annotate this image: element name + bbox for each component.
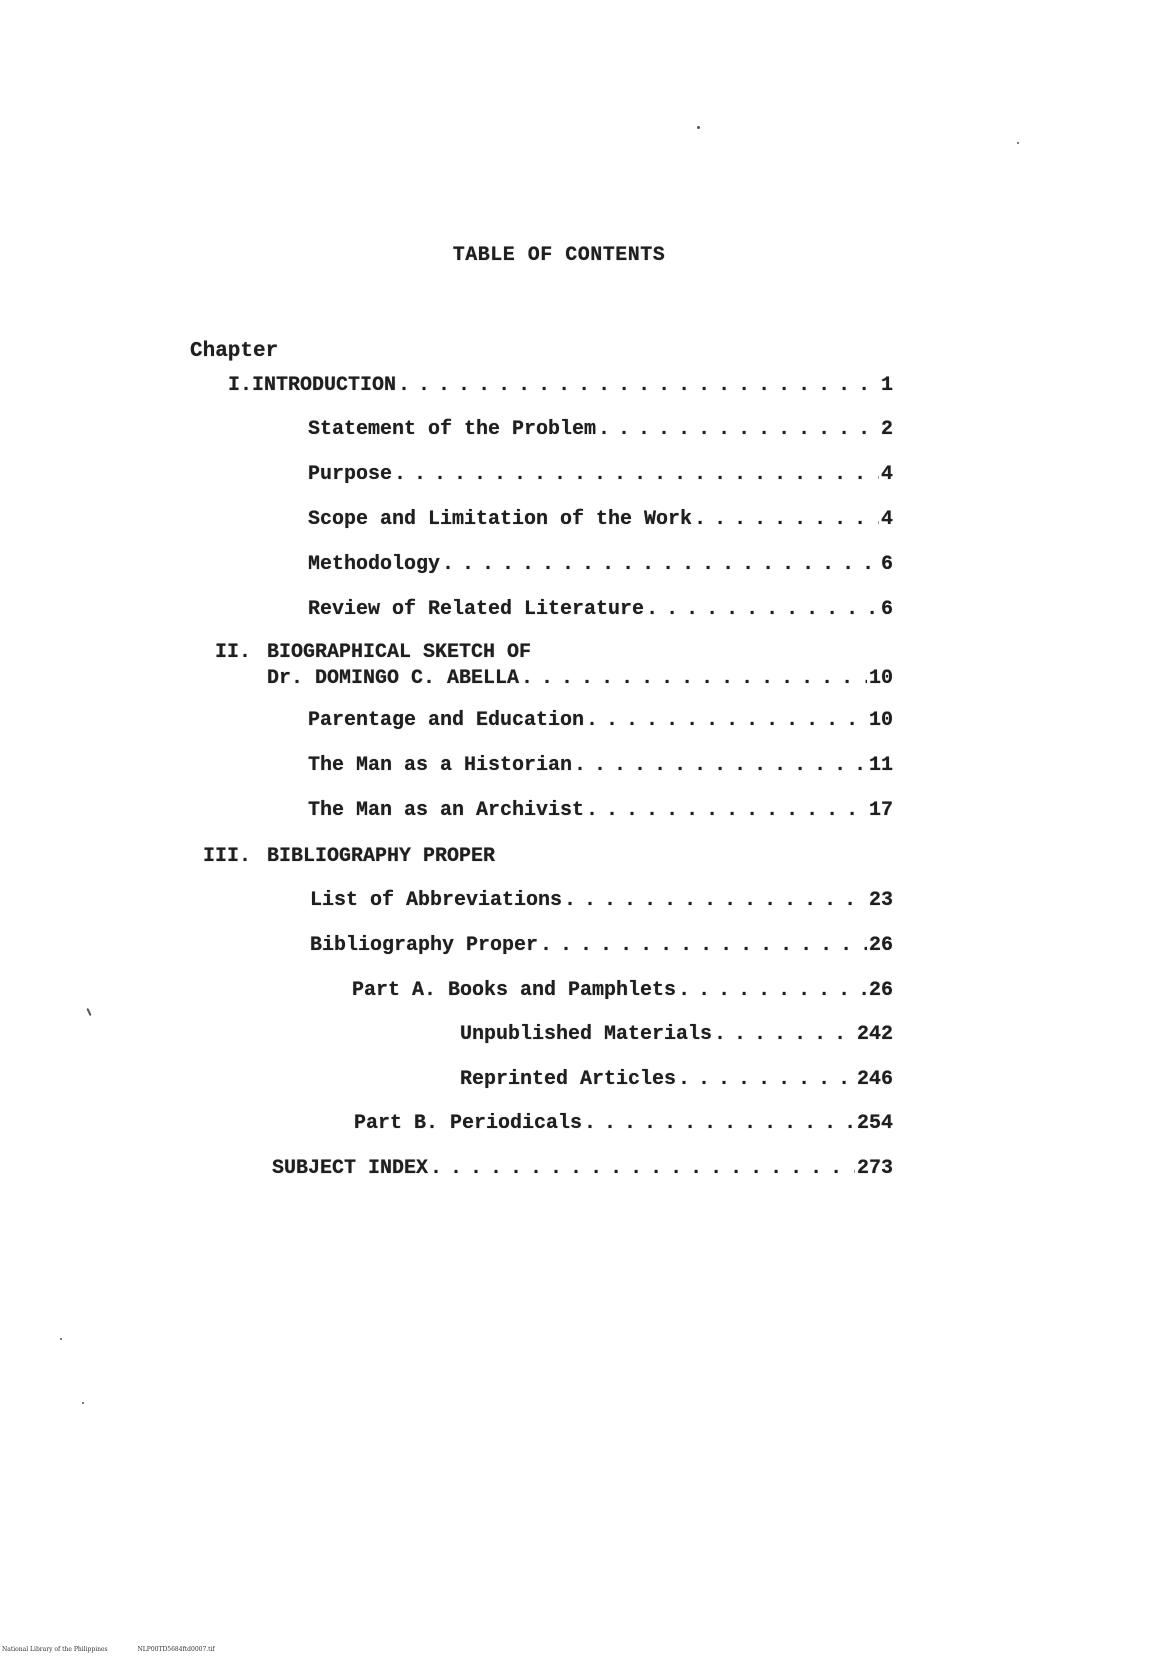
entry-label: Methodology xyxy=(308,553,441,576)
entry-page: 242 xyxy=(856,1023,893,1046)
dot-leader xyxy=(540,934,867,958)
scan-speck xyxy=(697,126,700,129)
toc-entry-subject-index xyxy=(272,1157,893,1181)
entry-page: 23 xyxy=(868,889,893,912)
toc-entry-review xyxy=(308,598,893,622)
footer-library: National Library of the Philippines xyxy=(2,1646,108,1653)
toc-entry-biographical-sketch xyxy=(215,640,893,692)
entry-label-line2: Dr. DOMINGO C. ABELLA xyxy=(267,667,520,690)
scan-mark xyxy=(86,1008,91,1016)
entry-page: 4 xyxy=(880,508,893,531)
entry-page: 6 xyxy=(880,598,893,621)
entry-page: 254 xyxy=(856,1112,893,1135)
entry-label: SUBJECT INDEX xyxy=(272,1157,429,1180)
entry-label: Part B. Periodicals xyxy=(354,1112,583,1135)
scan-speck xyxy=(1017,142,1019,144)
entry-label: Scope and Limitation of the Work xyxy=(308,508,693,531)
dot-leader xyxy=(714,1023,855,1047)
dot-leader xyxy=(694,508,879,532)
chapter-heading: Chapter xyxy=(190,340,279,363)
entry-label: List of Abbreviations xyxy=(310,889,563,912)
entry-page: 10 xyxy=(868,667,893,690)
scan-speck xyxy=(82,1402,84,1404)
dot-leader xyxy=(586,799,867,823)
scan-speck xyxy=(60,1338,62,1340)
toc-entry-introduction xyxy=(228,374,893,398)
entry-page: 4 xyxy=(880,463,893,486)
entry-page: 26 xyxy=(868,979,893,1002)
entry-page: 17 xyxy=(868,799,893,822)
chapter-number: III. xyxy=(203,845,252,868)
toc-entry-historian xyxy=(308,754,893,778)
entry-label-line1: BIOGRAPHICAL SKETCH OF xyxy=(267,641,532,664)
entry-label: The Man as a Historian xyxy=(308,754,573,777)
entry-page: 11 xyxy=(868,754,893,777)
entry-label: Reprinted Articles xyxy=(460,1068,677,1091)
dot-leader xyxy=(521,666,867,692)
toc-entry-bibliography-proper-chapter xyxy=(203,845,495,869)
dot-leader xyxy=(598,418,879,442)
toc-entry-scope xyxy=(308,508,893,532)
chapter-number: II. xyxy=(215,641,252,664)
toc-entry-methodology xyxy=(308,553,893,577)
entry-page: 10 xyxy=(868,709,893,732)
entry-page: 26 xyxy=(868,934,893,957)
toc-title: TABLE OF CONTENTS xyxy=(452,244,666,267)
dot-leader xyxy=(398,374,879,398)
dot-leader xyxy=(586,709,867,733)
toc-entry-unpublished xyxy=(460,1023,893,1047)
toc-entry-part-a xyxy=(352,979,893,1003)
toc-entry-parentage xyxy=(308,709,893,733)
footer-file: NLP00TD5684ftd0007.tif xyxy=(137,1646,215,1653)
entry-page: 246 xyxy=(856,1068,893,1091)
toc-entry-purpose xyxy=(308,463,893,487)
scan-footer xyxy=(2,1646,243,1653)
dot-leader xyxy=(646,598,879,622)
dot-leader xyxy=(584,1112,855,1136)
dot-leader xyxy=(678,1068,855,1092)
entry-label: Purpose xyxy=(308,463,393,486)
entry-page: 273 xyxy=(856,1157,893,1180)
entry-label: Parentage and Education xyxy=(308,709,585,732)
entry-label: INTRODUCTION xyxy=(252,374,397,397)
dot-leader xyxy=(442,553,879,577)
entry-label: Statement of the Problem xyxy=(308,418,597,441)
dot-leader xyxy=(430,1157,855,1181)
entry-label: Unpublished Materials xyxy=(460,1023,713,1046)
entry-page: 2 xyxy=(880,418,893,441)
dot-leader xyxy=(394,463,879,487)
entry-label: BIBLIOGRAPHY PROPER xyxy=(267,845,496,868)
dot-leader xyxy=(574,754,867,778)
entry-page: 6 xyxy=(880,553,893,576)
toc-entry-archivist xyxy=(308,799,893,823)
entry-label: Part A. Books and Pamphlets xyxy=(352,979,677,1002)
dot-leader xyxy=(564,889,867,913)
toc-entry-reprinted xyxy=(460,1068,893,1092)
toc-entry-part-b xyxy=(354,1112,893,1136)
entry-label: The Man as an Archivist xyxy=(308,799,585,822)
entry-label: Review of Related Literature xyxy=(308,598,645,621)
dot-leader xyxy=(678,979,867,1003)
toc-entry-statement xyxy=(308,418,893,442)
entry-page: 1 xyxy=(880,374,893,397)
toc-entry-bibliography-proper xyxy=(310,934,893,958)
toc-entry-abbreviations xyxy=(310,889,893,913)
entry-label: Bibliography Proper xyxy=(310,934,539,957)
chapter-number: I. xyxy=(228,374,253,397)
